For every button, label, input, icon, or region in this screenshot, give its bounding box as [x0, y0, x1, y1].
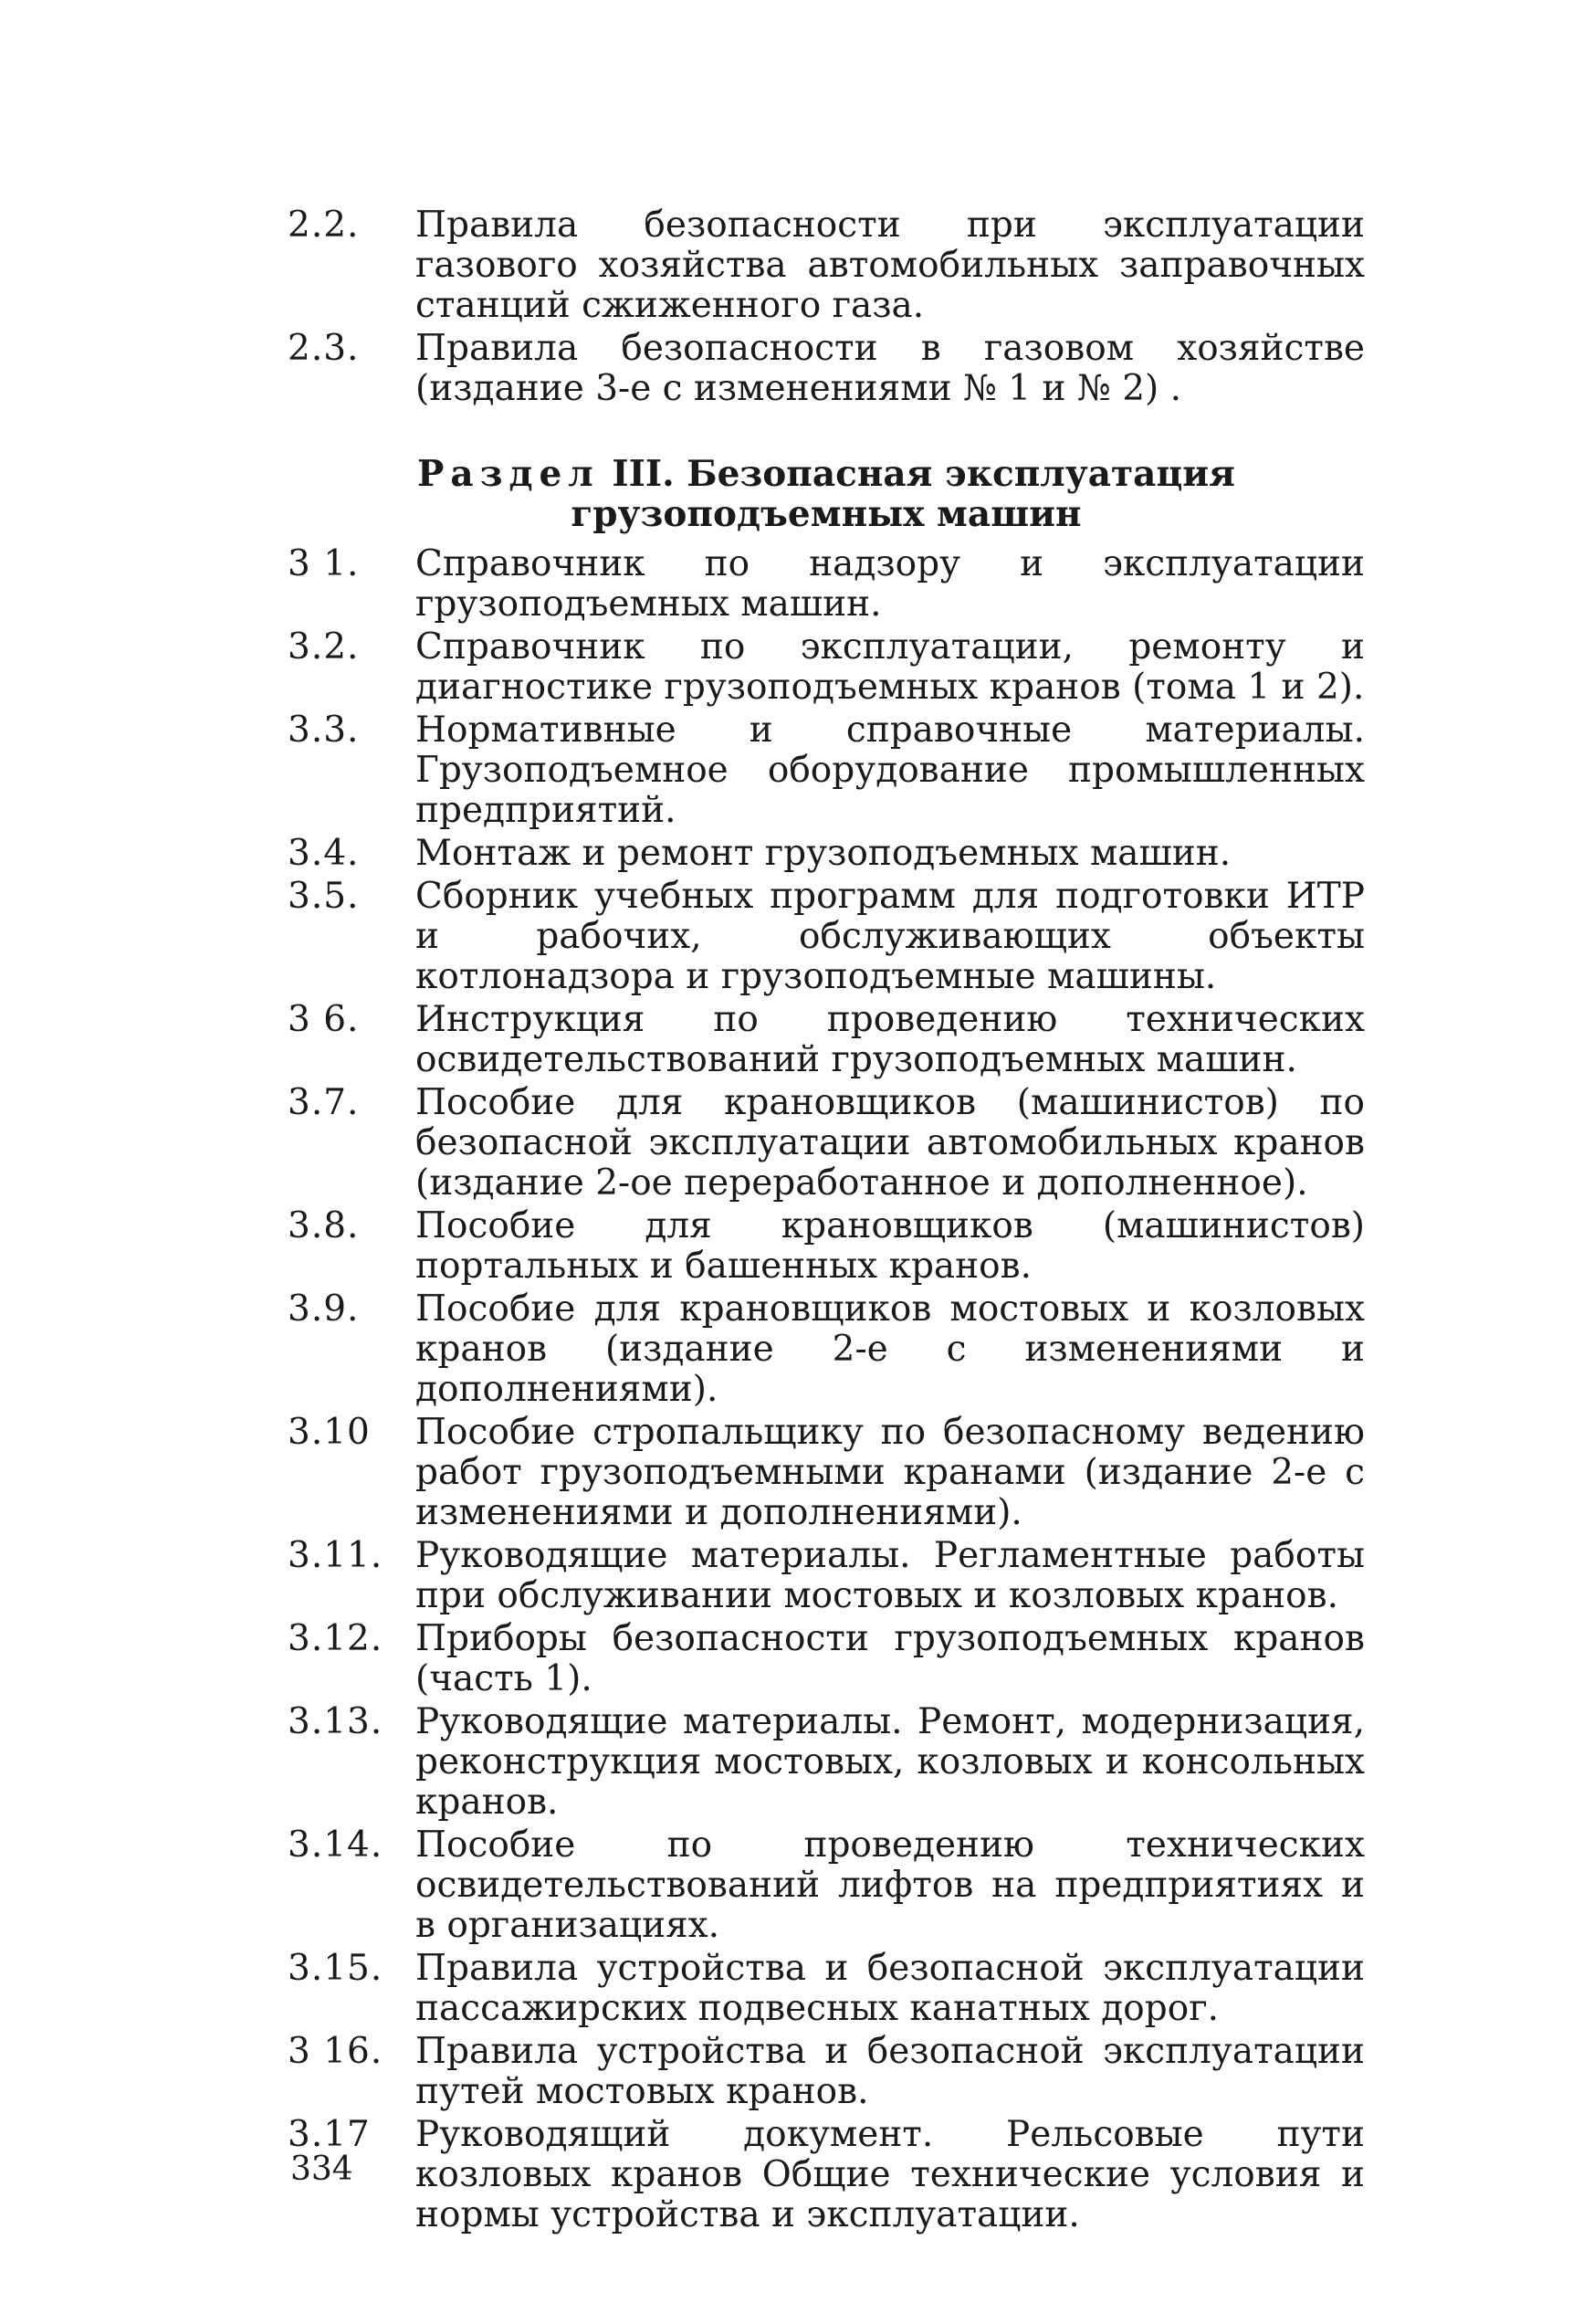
- list-item: [288, 1949, 1365, 2029]
- list-item: [288, 1825, 1365, 1946]
- entry-list-section-3: [288, 544, 1365, 2238]
- entry-text: Пособие по проведению технических освидетельствований лифтов на предприятиях и в организациях.: [415, 1824, 1365, 1946]
- list-item: [288, 627, 1365, 708]
- list-item: [288, 205, 1365, 326]
- entry-number: 3.15.: [288, 1948, 383, 1989]
- list-item: [288, 1206, 1365, 1287]
- entry-number: 2.3.: [288, 328, 360, 369]
- entry-number: 3.13.: [288, 1701, 383, 1742]
- entry-number: 3.4.: [288, 833, 360, 874]
- list-item: [288, 2115, 1365, 2235]
- entry-number: 3.5.: [288, 876, 360, 917]
- entry-number: 3.7.: [288, 1082, 360, 1123]
- entry-text: Приборы безопасности грузоподъемных кранов (часть 1).: [415, 1618, 1365, 1699]
- entry-text: Справочник по надзору и эксплуатации грузоподъемных машин.: [415, 543, 1365, 625]
- entry-text: Руководящие материалы. Ремонт, модернизация, реконструкция мостовых, козловых и консольных кранов.: [415, 1701, 1365, 1823]
- entry-text: Сборник учебных программ для подготовки ИТР и рабочих, обслуживающих объекты котлонадзора и грузоподъемные машины.: [415, 876, 1365, 997]
- entry-text: Руководящие материалы. Регламентные работы при обслуживании мостовых и козловых кранов.: [415, 1535, 1365, 1616]
- entry-number: 3.12.: [288, 1618, 383, 1659]
- page-number: 334: [290, 2150, 353, 2188]
- entry-number: 3.3.: [288, 710, 360, 751]
- section-heading-line1: [415, 454, 1237, 494]
- list-item: [288, 1536, 1365, 1616]
- entry-text: Справочник по эксплуатации, ремонту и диагностике грузоподъемных кранов (тома 1 и 2).: [415, 626, 1365, 708]
- entry-text: Пособие стропальщику по безопасному ведению работ грузоподъемными кранами (издание 2-е с изменениями и дополнениями).: [415, 1412, 1365, 1533]
- entry-number: 3.14.: [288, 1824, 383, 1866]
- entry-number: 3.17: [288, 2114, 371, 2155]
- entry-number: 3 6.: [288, 999, 360, 1040]
- entry-text: Пособие для крановщиков (машинистов) портальных и башенных кранов.: [415, 1205, 1365, 1287]
- entry-text: Инструкция по проведению технических освидетельствований грузоподъемных машин.: [415, 999, 1365, 1080]
- entry-list-section-2: [288, 205, 1365, 412]
- entry-number: 3.10: [288, 1412, 371, 1453]
- section-title-line2: грузоподъемных машин: [571, 493, 1082, 535]
- entry-number: 2.2.: [288, 205, 360, 246]
- list-item: [288, 1619, 1365, 1699]
- section-prefix: Раздел: [417, 453, 600, 495]
- list-item: [288, 1083, 1365, 1204]
- entry-number: 3 16.: [288, 2031, 383, 2072]
- list-item: [288, 1702, 1365, 1823]
- section-title-line1: Безопасная эксплуатация: [687, 453, 1235, 495]
- entry-text: Правила безопасности при эксплуатации газового хозяйства автомобильных заправочных станций сжиженного газа.: [415, 205, 1365, 326]
- section-numeral: III.: [612, 453, 675, 495]
- entry-text: Правила устройства и безопасной эксплуатации пассажирских подвесных канатных дорог.: [415, 1948, 1365, 2029]
- entry-number: 3.8.: [288, 1205, 360, 1246]
- list-item: [288, 329, 1365, 409]
- list-item: [288, 1000, 1365, 1080]
- list-item: [288, 877, 1365, 997]
- section-heading: [415, 454, 1237, 534]
- entry-text: Пособие для крановщиков (машинистов) по безопасной эксплуатации автомобильных кранов (издание 2-ое переработанное и дополненное).: [415, 1082, 1365, 1204]
- entry-text: Монтаж и ремонт грузоподъемных машин.: [415, 833, 1232, 874]
- entry-text: Правила устройства и безопасной эксплуатации путей мостовых кранов.: [415, 2031, 1365, 2112]
- entry-number: 3.2.: [288, 626, 360, 668]
- list-item: [288, 2032, 1365, 2112]
- entry-number: 3.11.: [288, 1535, 383, 1576]
- entry-text: Руководящий документ. Рельсовые пути козловых кранов Общие технические условия и нормы устройства и эксплуатации.: [415, 2114, 1365, 2235]
- entry-text: Нормативные и справочные материалы. Грузоподъемное оборудование промышленных предприятий.: [415, 710, 1365, 831]
- list-item: [288, 544, 1365, 625]
- entry-text: Пособие для крановщиков мостовых и козловых кранов (издание 2-е с изменениями и дополнениями).: [415, 1288, 1365, 1410]
- entry-text: Правила безопасности в газовом хозяйстве (издание 3-е с изменениями № 1 и № 2) .: [415, 328, 1365, 409]
- list-item: [288, 834, 1365, 874]
- list-item: [288, 710, 1365, 831]
- entry-number: 3.9.: [288, 1288, 360, 1330]
- list-item: [288, 1413, 1365, 1533]
- list-item: [288, 1289, 1365, 1410]
- entry-number: 3 1.: [288, 543, 360, 584]
